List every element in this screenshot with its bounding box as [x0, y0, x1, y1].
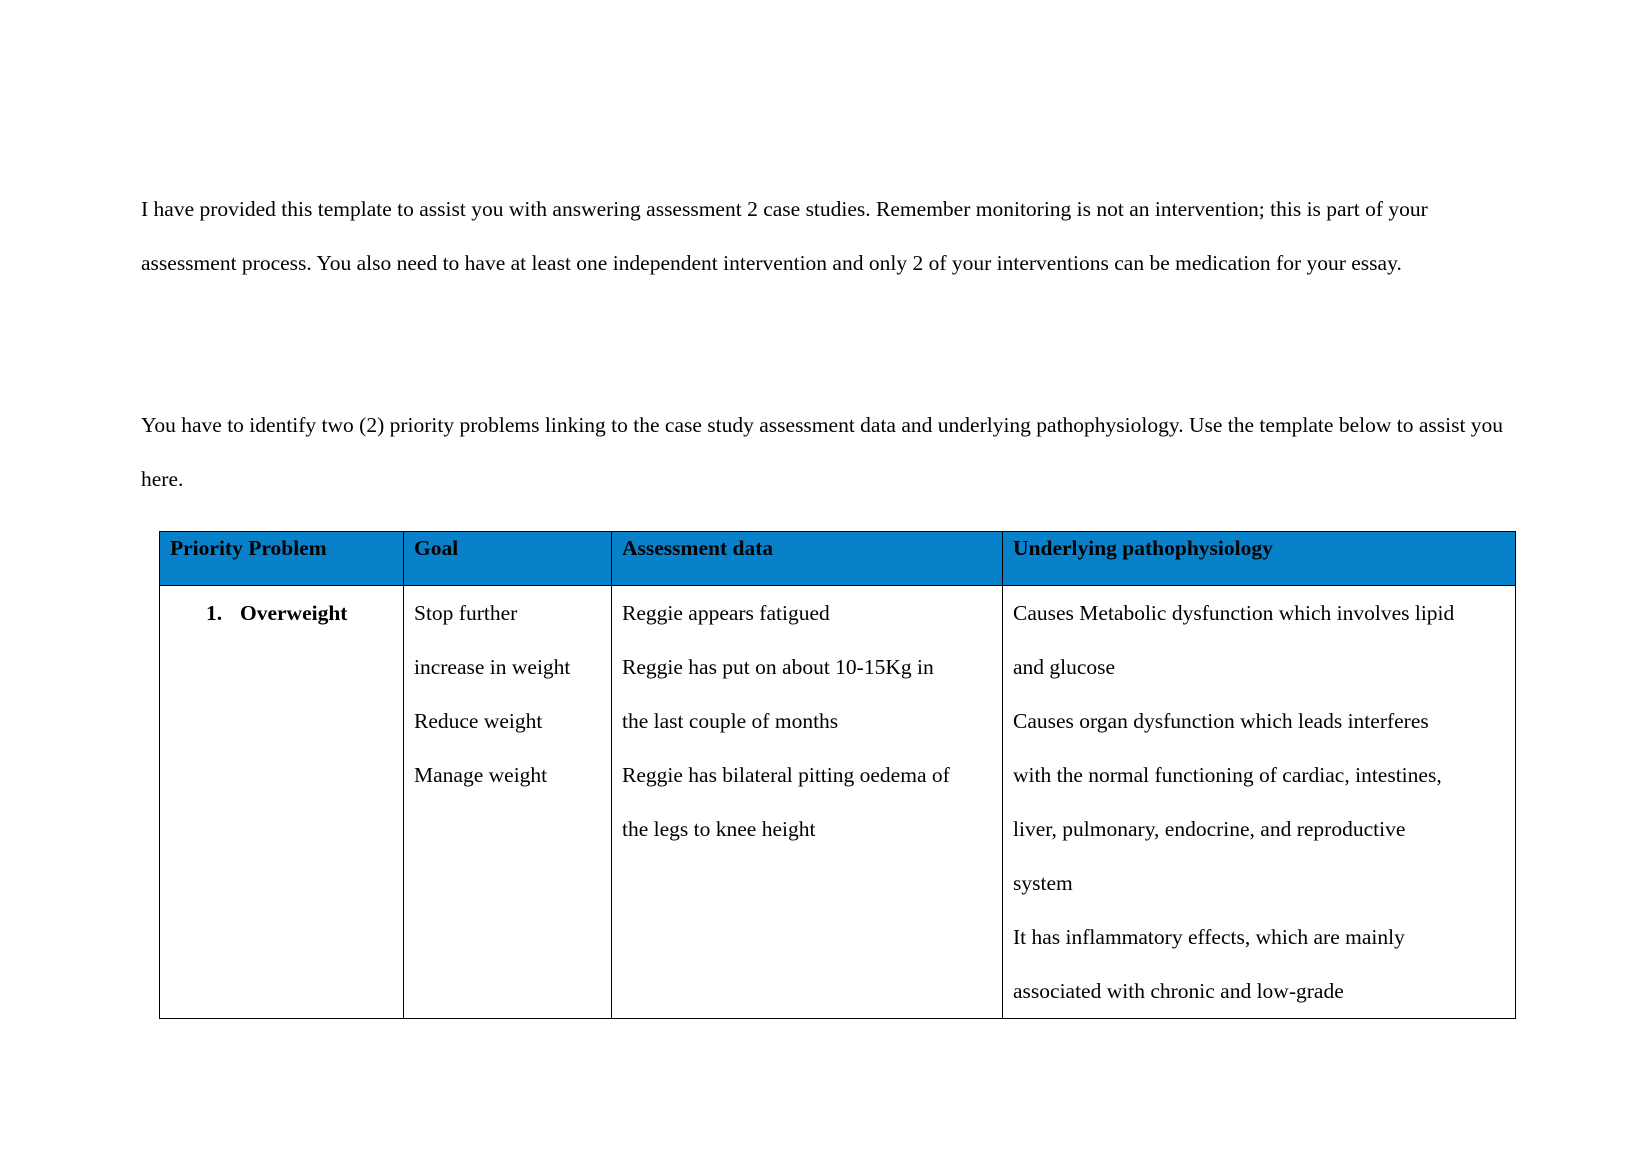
cell-underlying-pathophysiology — [1003, 586, 1516, 1019]
intro-paragraph-instructions: I have provided this template to assist you with answering assessment 2 case studies. Remember monitoring is not an intervention; this is part of your assessment process. You also need to have at least one independent intervention and only 2 of your interventions can be medication for your essay. — [141, 197, 1428, 275]
header-assessment-data: Assessment data — [612, 532, 1003, 586]
pathophysiology-line: and glucose — [1013, 655, 1116, 679]
pathophysiology-line: with the normal functioning of cardiac, intestines, — [1013, 763, 1442, 787]
cell-assessment-data — [612, 586, 1003, 1019]
assessment-line: the legs to knee height — [622, 817, 816, 841]
cell-priority-problem — [160, 586, 404, 1019]
assessment-line: the last couple of months — [622, 709, 839, 733]
pathophysiology-line: liver, pulmonary, endocrine, and reproductive — [1013, 817, 1406, 841]
pathophysiology-line: Causes Metabolic dysfunction which involves lipid — [1013, 601, 1455, 625]
table-row — [160, 586, 1516, 1019]
pathophysiology-line: It has inflammatory effects, which are mainly — [1013, 925, 1405, 949]
header-underlying-pathophysiology: Underlying pathophysiology — [1003, 532, 1516, 586]
goal-line: Manage weight — [414, 763, 548, 787]
priority-problem-item — [170, 601, 347, 625]
priority-problem-label: Overweight — [240, 601, 348, 625]
priority-problem-table — [159, 531, 1516, 1019]
assessment-line: Reggie has bilateral pitting oedema of — [622, 763, 950, 787]
intro-paragraph-priority-problems: You have to identify two (2) priority problems linking to the case study assessment data and underlying pathophysiology. Use the template below to assist you here. — [141, 413, 1504, 491]
assessment-line: Reggie appears fatigued — [622, 601, 830, 625]
pathophysiology-line: Causes organ dysfunction which leads interferes — [1013, 709, 1429, 733]
goal-line: Reduce weight — [414, 709, 543, 733]
cell-goal — [404, 586, 612, 1019]
pathophysiology-line: associated with chronic and low-grade — [1013, 979, 1344, 1003]
header-goal: Goal — [404, 532, 612, 586]
assessment-line: Reggie has put on about 10-15Kg in — [622, 655, 934, 679]
table-header-row — [160, 532, 1516, 586]
priority-problem-number: 1. — [206, 601, 223, 625]
header-priority-problem: Priority Problem — [160, 532, 404, 586]
pathophysiology-line: system — [1013, 871, 1073, 895]
goal-line: increase in weight — [414, 655, 571, 679]
goal-line: Stop further — [414, 601, 518, 625]
